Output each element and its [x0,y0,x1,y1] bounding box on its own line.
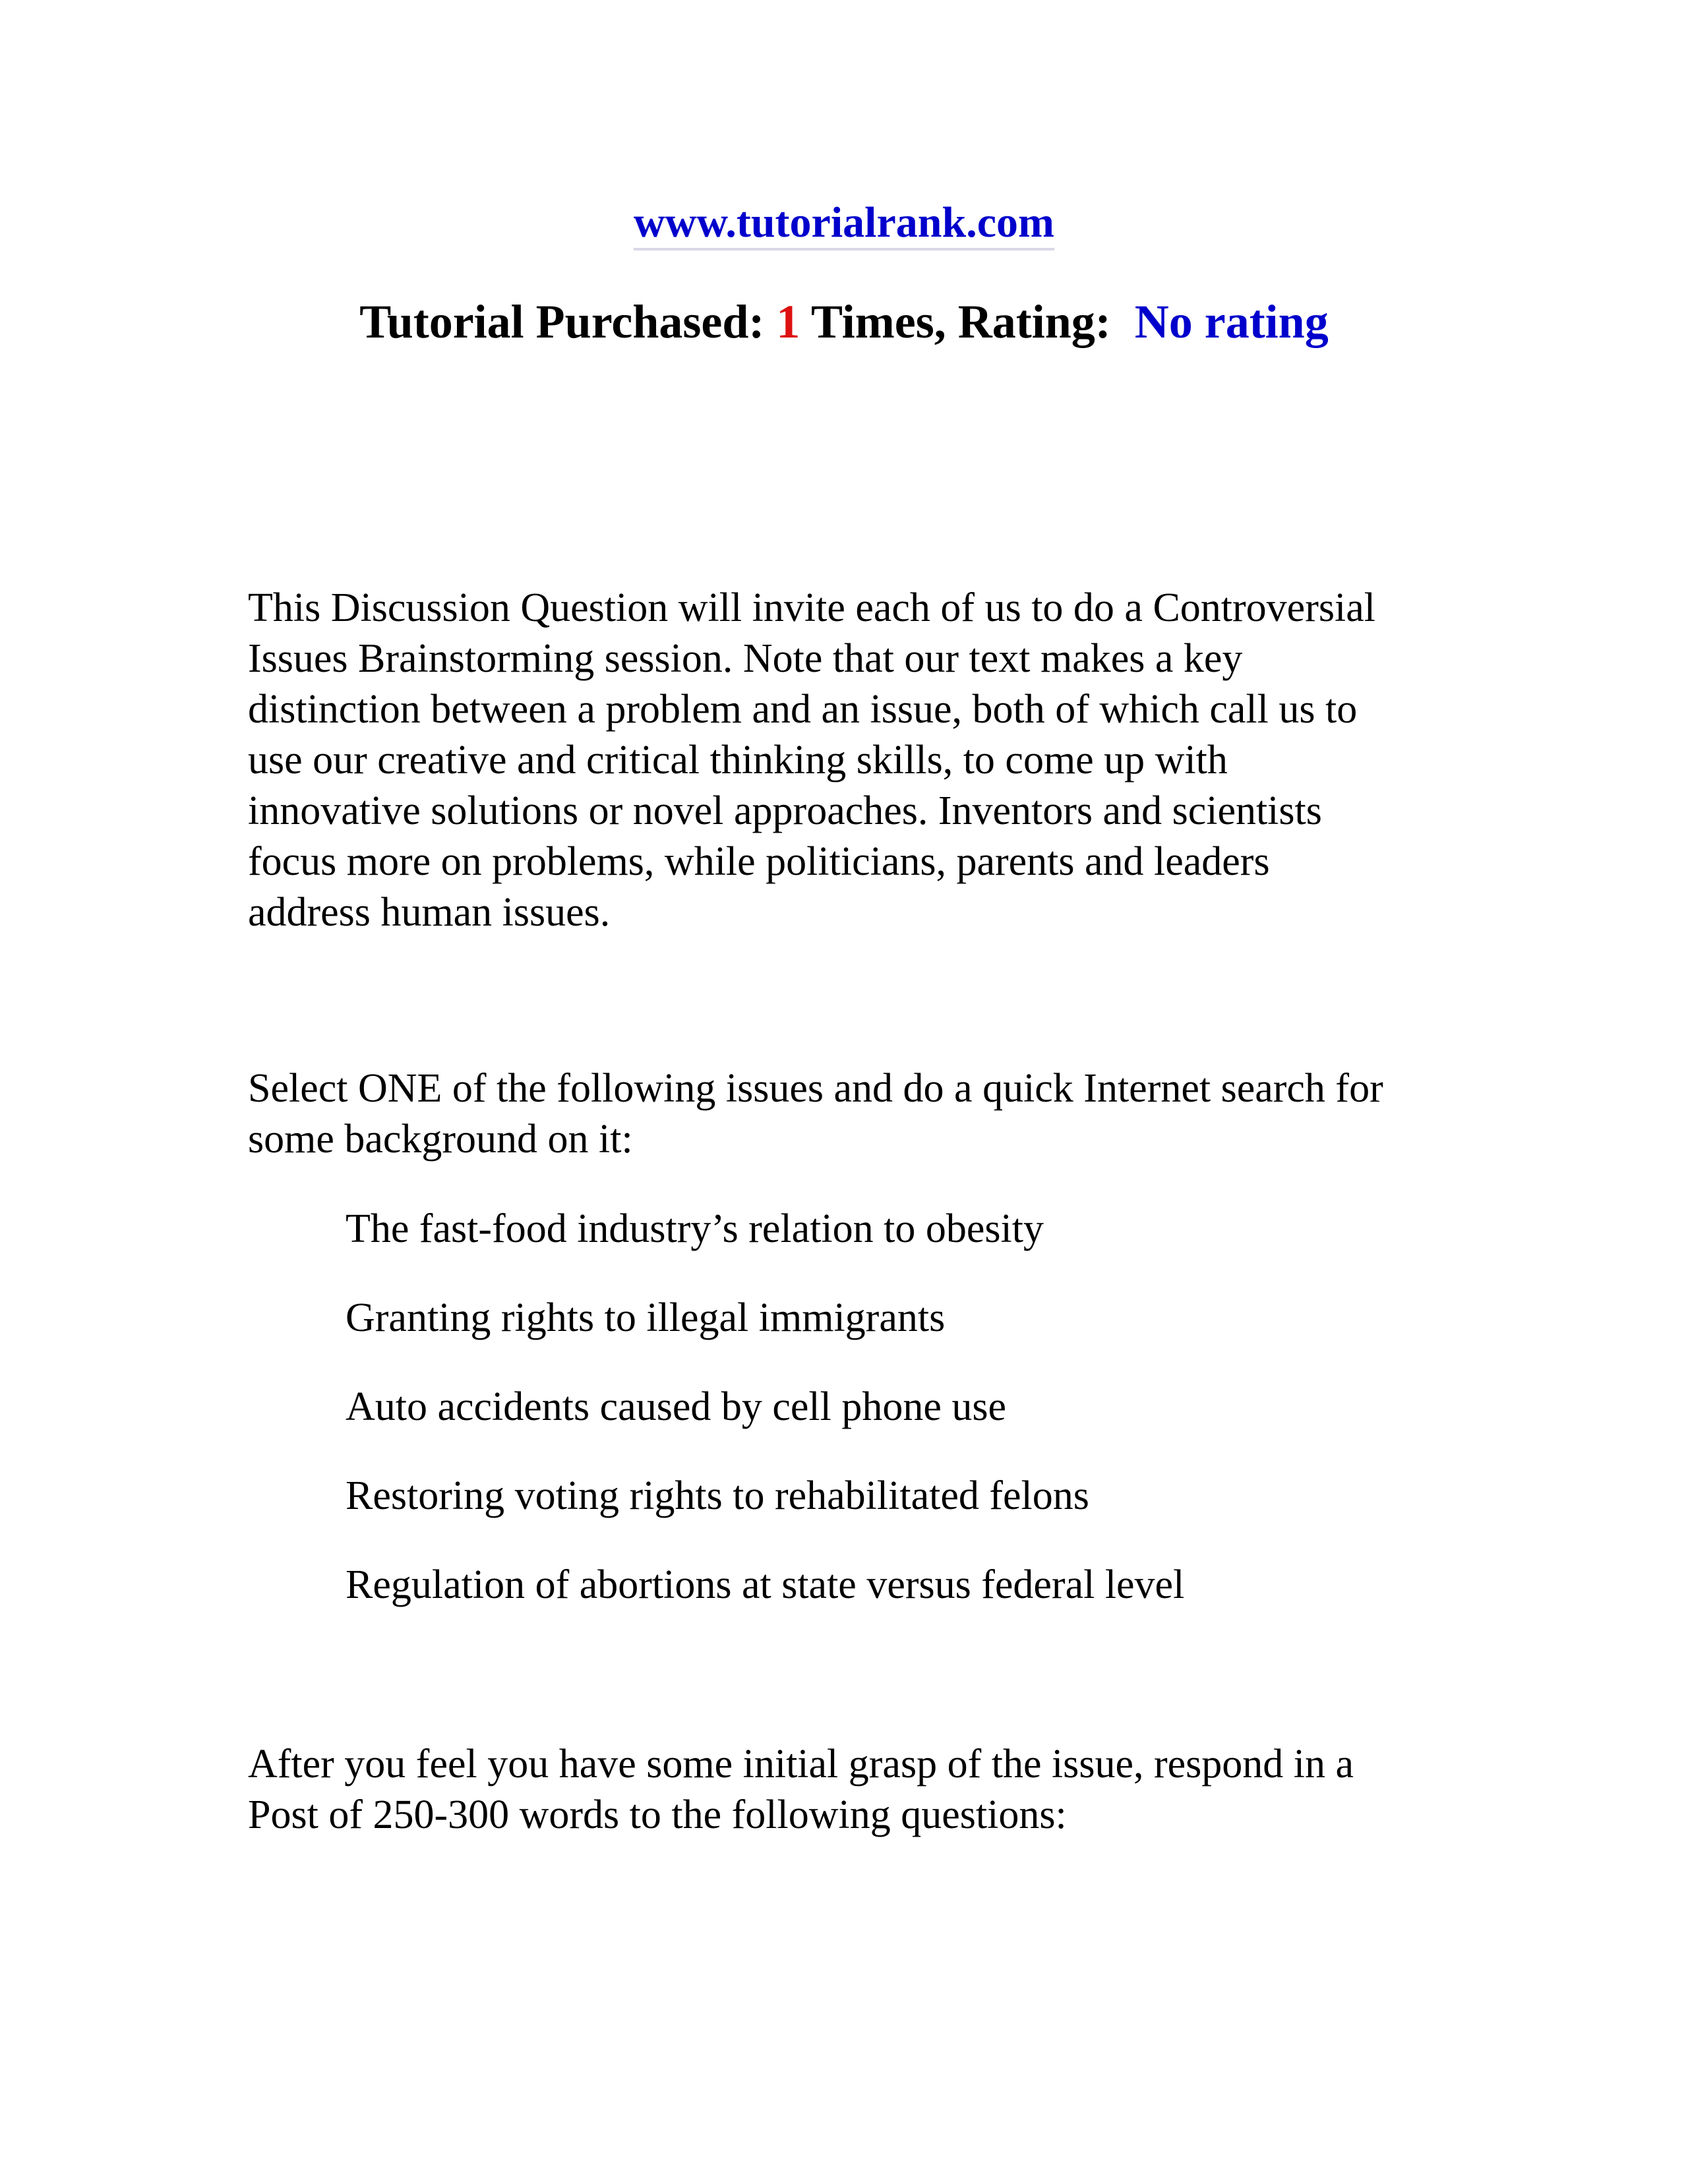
list-item: Regulation of abortions at state versus federal level [346,1562,1185,1607]
paragraph-line: use our creative and critical thinking skills, to come up with [248,738,1228,782]
list-item: The fast-food industry’s relation to obesity [346,1206,1044,1251]
paragraph-line: Issues Brainstorming session. Note that our text makes a key [248,636,1243,681]
list-item: Restoring voting rights to rehabilitated felons [346,1473,1089,1518]
purchase-mid: Times, Rating: [800,295,1135,348]
closing-paragraph [248,1739,1501,1841]
paragraph-line: Select ONE of the following issues and do a quick Internet search for [248,1066,1383,1111]
paragraph-line: After you feel you have some initial grasp of the issue, respond in a [248,1742,1354,1786]
rating-value: No rating [1134,295,1329,348]
paragraph-line: This Discussion Question will invite each of us to do a Controversial [248,585,1375,630]
paragraph-line: Post of 250-300 words to the following questions: [248,1792,1067,1837]
purchase-prefix: Tutorial Purchased: [359,295,777,348]
paragraph-line: innovative solutions or novel approaches. Inventors and scientists [248,788,1322,833]
site-link[interactable]: www.tutorialrank.com [634,198,1054,251]
purchase-count: 1 [776,295,800,348]
issue-list [346,1204,1184,1649]
paragraph-line: address human issues. [248,890,611,935]
paragraph-line: some background on it: [248,1117,633,1162]
list-item: Auto accidents caused by cell phone use [346,1384,1006,1429]
paragraph-line: distinction between a problem and an issue, both of which call us to [248,687,1358,732]
instructions-paragraph [248,1063,1501,1165]
site-header [0,195,1688,251]
intro-paragraph [248,583,1501,938]
paragraph-line: focus more on problems, while politicians, parents and leaders [248,839,1270,884]
list-item: Granting rights to illegal immigrants [346,1295,946,1340]
purchase-info [0,290,1688,353]
